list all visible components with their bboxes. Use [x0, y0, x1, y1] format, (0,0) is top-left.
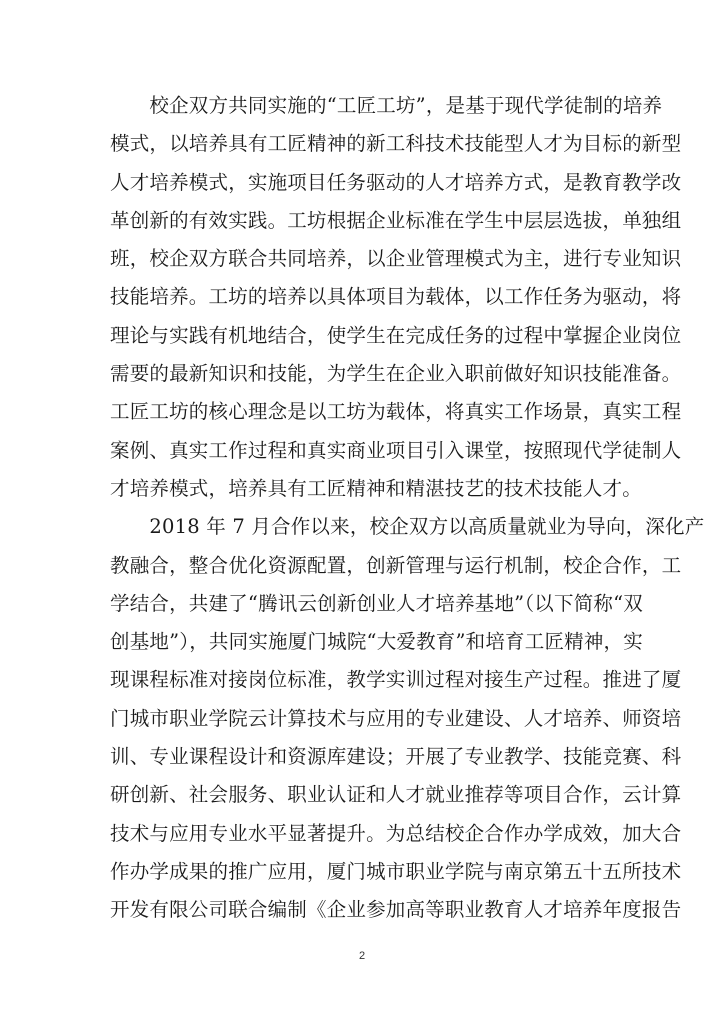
text-line: 技能培养。工坊的培养以具体项目为载体，以工作任务为驱动，将: [110, 285, 682, 309]
text-line: 校企双方共同实施的“工匠工坊”，是基于现代学徒制的培养: [110, 94, 663, 117]
text-line: 研创新、社会服务、职业认证和人才就业推荐等项目合作，云计算: [110, 783, 682, 807]
page-number: 2: [358, 950, 366, 962]
text-line: 训、专业课程设计和资源库建设；开展了专业教学、技能竞赛、科: [110, 745, 682, 769]
text-line: 理论与实践有机地结合，使学生在完成任务的过程中掌握企业岗位: [110, 323, 682, 347]
text-line: 模式，以培养具有工匠精神的新工科技术技能型人才为目标的新型: [110, 132, 682, 156]
text-line: 门城市职业学院云计算技术与应用的专业建设、人才培养、师资培: [110, 706, 682, 730]
text-line: 技术与应用专业水平显著提升。为总结校企合作办学成效，加大合: [110, 821, 682, 845]
text-line: 作办学成果的推广应用，厦门城市职业学院与南京第五十五所技术: [110, 859, 682, 883]
text-line: 案例、真实工作过程和真实商业项目引入课堂，按照现代学徒制人: [110, 438, 682, 462]
text-line: 现课程标准对接岗位标准，教学实训过程对接生产过程。推进了厦: [110, 668, 682, 692]
text-line: 班，校企双方联合共同培养，以企业管理模式为主，进行专业知识: [110, 247, 682, 271]
text-line: 开发有限公司联合编制《企业参加高等职业教育人才培养年度报告: [110, 898, 682, 922]
text-line: 工匠工坊的核心理念是以工坊为载体，将真实工作场景，真实工程: [110, 400, 682, 424]
text-line: 学结合，共建了“腾讯云创新创业人才培养基地”（以下简称“双: [110, 591, 643, 615]
text-line: 需要的最新知识和技能，为学生在企业入职前做好知识技能准备。: [110, 362, 682, 386]
text-line: 革创新的有效实践。工坊根据企业标准在学生中层层选拔，单独组: [110, 208, 682, 232]
text-line: 才培养模式，培养具有工匠精神和精湛技艺的技术技能人才。: [110, 476, 642, 500]
text-line: 2018 年 7 月合作以来，校企双方以高质量就业为导向，深化产: [110, 515, 705, 539]
text-line: 人才培养模式，实施项目任务驱动的人才培养方式，是教育教学改: [110, 170, 682, 194]
text-line: 创基地”），共同实施厦门城院“大爱教育”和培育工匠精神，实: [110, 630, 643, 654]
body-text: [110, 87, 705, 930]
text-line: 教融合，整合优化资源配置，创新管理与运行机制，校企合作，工: [110, 553, 682, 577]
